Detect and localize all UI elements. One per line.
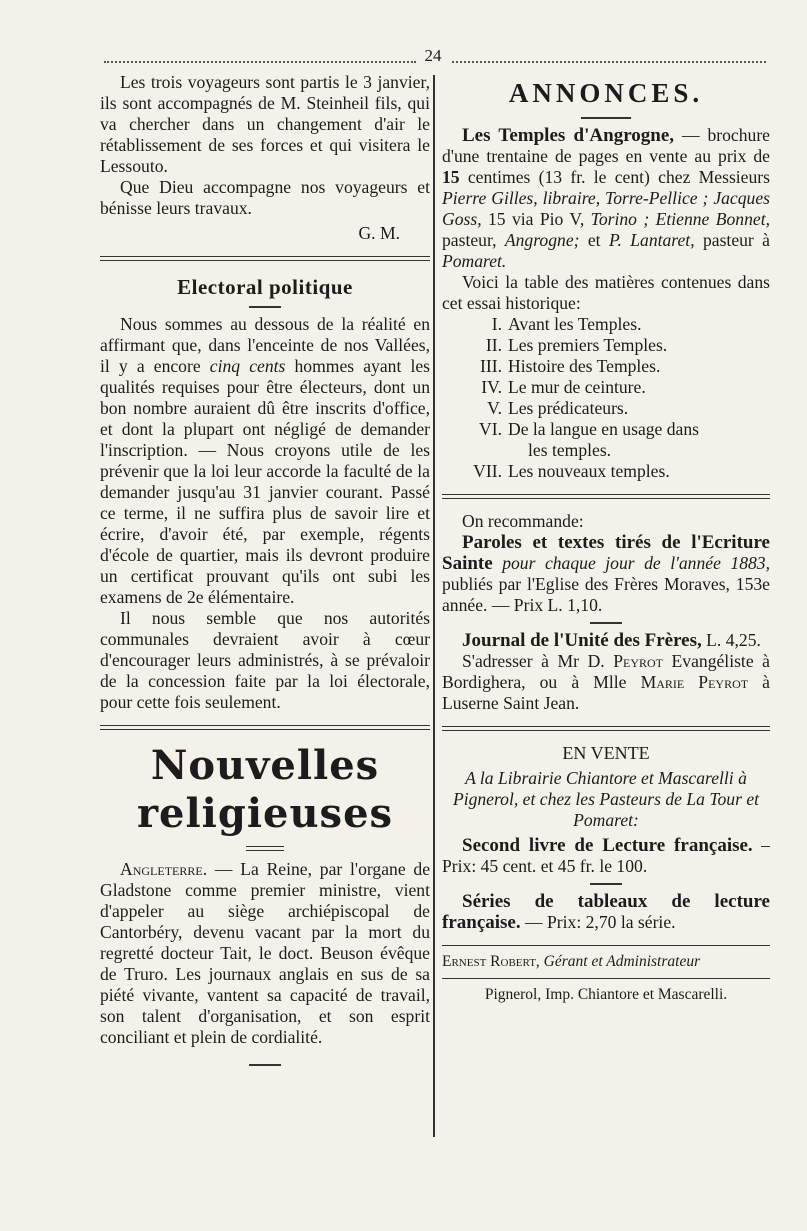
signature: G. M.	[358, 223, 400, 243]
journal-address	[442, 651, 770, 714]
toc-text: De la langue en usage dans	[508, 419, 700, 439]
temples-text: pasteur,	[442, 230, 505, 250]
temples-text: centimes (13 fr. le cent) chez Messieurs	[459, 167, 770, 187]
intro-paragraph: Les trois voyageurs sont partis le 3 janvier, ils sont accompagnés de M. Steinheil fils, qui va chercher dans un changement d'air le rétablissement de ses forces et qui visitera le Lessouto.	[100, 72, 430, 176]
end-rule	[249, 1064, 281, 1066]
en-vente-heading: EN VENTE	[562, 743, 650, 763]
temples-torino: Torino ; Etienne Bonnet,	[590, 209, 770, 229]
section-separator	[100, 725, 430, 730]
imprint-manager	[442, 952, 770, 972]
imprint-rule	[442, 978, 770, 979]
section-separator	[442, 494, 770, 499]
electoral-paragraph-2: Il nous semble que nos autorités communales devraient avoir à cœur d'encourager leurs administrés, à se prévaloir de la concession faite par la loi électorale, pour cette fois seulement.	[100, 608, 430, 712]
journal-announcement	[442, 630, 770, 651]
vente-location: A la Librairie Chiantore et Mascarelli à Pignerol, et chez les Pasteurs de La Tour et Pomaret:	[452, 768, 760, 830]
section-separator	[100, 256, 430, 261]
toc-num: VI.	[479, 419, 502, 439]
section-separator	[442, 726, 770, 731]
electoral-paragraph-1	[100, 314, 430, 608]
temples-title: Les Temples d'Angrogne,	[462, 125, 675, 146]
table-intro: Voici la table des matières contenues dans cet essai historique:	[442, 272, 770, 313]
series-announcement	[442, 891, 770, 933]
temples-text: pasteur à	[694, 230, 770, 250]
page-number: 24	[424, 46, 442, 65]
toc-text: Le mur de ceinture.	[508, 377, 646, 397]
title-rule	[246, 846, 284, 851]
toc-num	[442, 440, 508, 461]
temples-text: 15 via Pio V,	[481, 209, 591, 229]
temples-lantaret: P. Lantaret,	[608, 230, 695, 250]
recommend-intro: On recommande:	[462, 511, 584, 531]
toc-text: Histoire des Temples.	[508, 356, 661, 376]
journal-price: L. 4,25.	[701, 630, 761, 650]
item-rule	[590, 622, 622, 624]
toc-item	[442, 314, 770, 335]
address-name: D. Peyrot	[587, 651, 663, 671]
series-price: — Prix: 2,70 la série.	[520, 912, 676, 932]
table-of-contents	[442, 314, 770, 482]
toc-item	[442, 356, 770, 377]
nouvelles-lead: Angleterre.	[120, 859, 208, 879]
right-column	[442, 72, 770, 1005]
temples-angrogne: Angrogne;	[504, 230, 580, 250]
toc-item	[442, 419, 770, 440]
address-text: à Luserne Saint Jean.	[442, 672, 770, 713]
temples-sellers: Pierre Gilles, libraire, Torre-Pellice ; Jacques Goss,	[442, 188, 770, 229]
temples-price: 15	[442, 167, 460, 187]
column-divider	[433, 75, 435, 1137]
item-rule	[590, 883, 622, 885]
toc-num: III.	[480, 356, 502, 376]
manager-role: Gérant et Administrateur	[539, 953, 701, 970]
left-column	[100, 72, 430, 1072]
toc-num: V.	[487, 398, 502, 418]
address-text: Evangéliste à Bordighera, ou à Mlle	[442, 651, 770, 692]
electoral-emphasis: cinq cents	[209, 356, 286, 376]
electoral-text-cont: hommes ayant les qualités requises pour être électeurs, dont un bon nombre auraient dû être inscrits d'office, et dont la plupart ont négligé de demander l'inscription. — Nous croyons utile de les prévenir que la loi leur accorde la faculté de la demander jusqu'au 31 janvier courant. Passé ce terme, il ne suffira plus de savoir lire et écrire, d'avoir été, par exemple, régents d'école de quartier, mais ils devront produire un certificat prouvant qu'ils ont subi les examens de 2e élémentaire.	[100, 356, 431, 607]
paroles-text: publiés par l'Eglise des Frères Moraves, 153e année. — Prix L. 1,10.	[442, 574, 770, 615]
toc-num: II.	[485, 335, 502, 355]
toc-text: Les nouveaux temples.	[508, 461, 670, 481]
toc-text: les temples.	[528, 440, 612, 460]
paroles-title: Paroles et textes tirés de l'Ecriture Sainte	[442, 532, 770, 574]
paroles-announcement	[442, 532, 770, 616]
temples-text: — brochure d'une trentaine de pages en vente au prix de	[442, 125, 770, 166]
toc-item	[442, 440, 770, 461]
toc-item	[442, 461, 770, 482]
livre-announcement	[442, 835, 770, 877]
header-ornament-right	[452, 61, 766, 65]
temples-text: et	[579, 230, 609, 250]
address-text: S'adresser à Mr	[462, 651, 588, 671]
paroles-italic: pour chaque jour de l'année 1883,	[492, 553, 770, 573]
toc-text: Les premiers Temples.	[508, 335, 668, 355]
electoral-text: Nous sommes au dessous de la réalité en affirmant que, dans l'enceinte de nos Vallées, il y a encore	[100, 314, 430, 376]
annonces-title: ANNONCES.	[508, 78, 704, 108]
series-title: Séries de tableaux de lecture française.	[442, 891, 770, 933]
toc-num: I.	[491, 314, 502, 334]
imprint-rule	[442, 945, 770, 946]
section-title-electoral: Electoral politique	[177, 275, 353, 299]
temples-announcement	[442, 125, 770, 272]
temples-pomaret: Pomaret.	[442, 251, 507, 271]
blessing-paragraph: Que Dieu accompagne nos voyageurs et bénisse leurs travaux.	[100, 177, 430, 218]
nouvelles-text: — La Reine, par l'organe de Gladstone comme premier ministre, vient d'appeler au siège archiépiscopal de Cantorbéry, devenu vacant par la mort du regretté docteur Tait, le doct. Beuson évêque de Truro. Les journaux anglais en sus de sa piété vivante, vantent sa capacité de travail, son talent d'organisation, et son esprit conciliant et plein de cordialité.	[100, 859, 430, 1047]
title-rule	[249, 306, 281, 308]
livre-price: – Prix: 45 cent. et 45 fr. le 100.	[442, 835, 770, 876]
toc-item	[442, 335, 770, 356]
toc-item	[442, 377, 770, 398]
nouvelles-paragraph	[100, 859, 430, 1048]
toc-num: IV.	[481, 377, 502, 397]
toc-text: Avant les Temples.	[508, 314, 642, 334]
imprint-printer: Pignerol, Imp. Chiantore et Mascarelli.	[484, 986, 728, 1003]
livre-title: Second livre de Lecture française.	[462, 835, 753, 856]
toc-num: VII.	[473, 461, 502, 481]
manager-name: Ernest Robert,	[442, 953, 540, 970]
title-rule	[581, 117, 631, 119]
toc-text: Les prédicateurs.	[508, 398, 629, 418]
header-ornament-left	[104, 61, 416, 65]
journal-title: Journal de l'Unité des Frères,	[462, 630, 702, 651]
section-title-nouvelles: Nouvelles religieuses	[136, 742, 394, 837]
toc-item	[442, 398, 770, 419]
address-name: Marie Peyrot	[640, 672, 749, 692]
